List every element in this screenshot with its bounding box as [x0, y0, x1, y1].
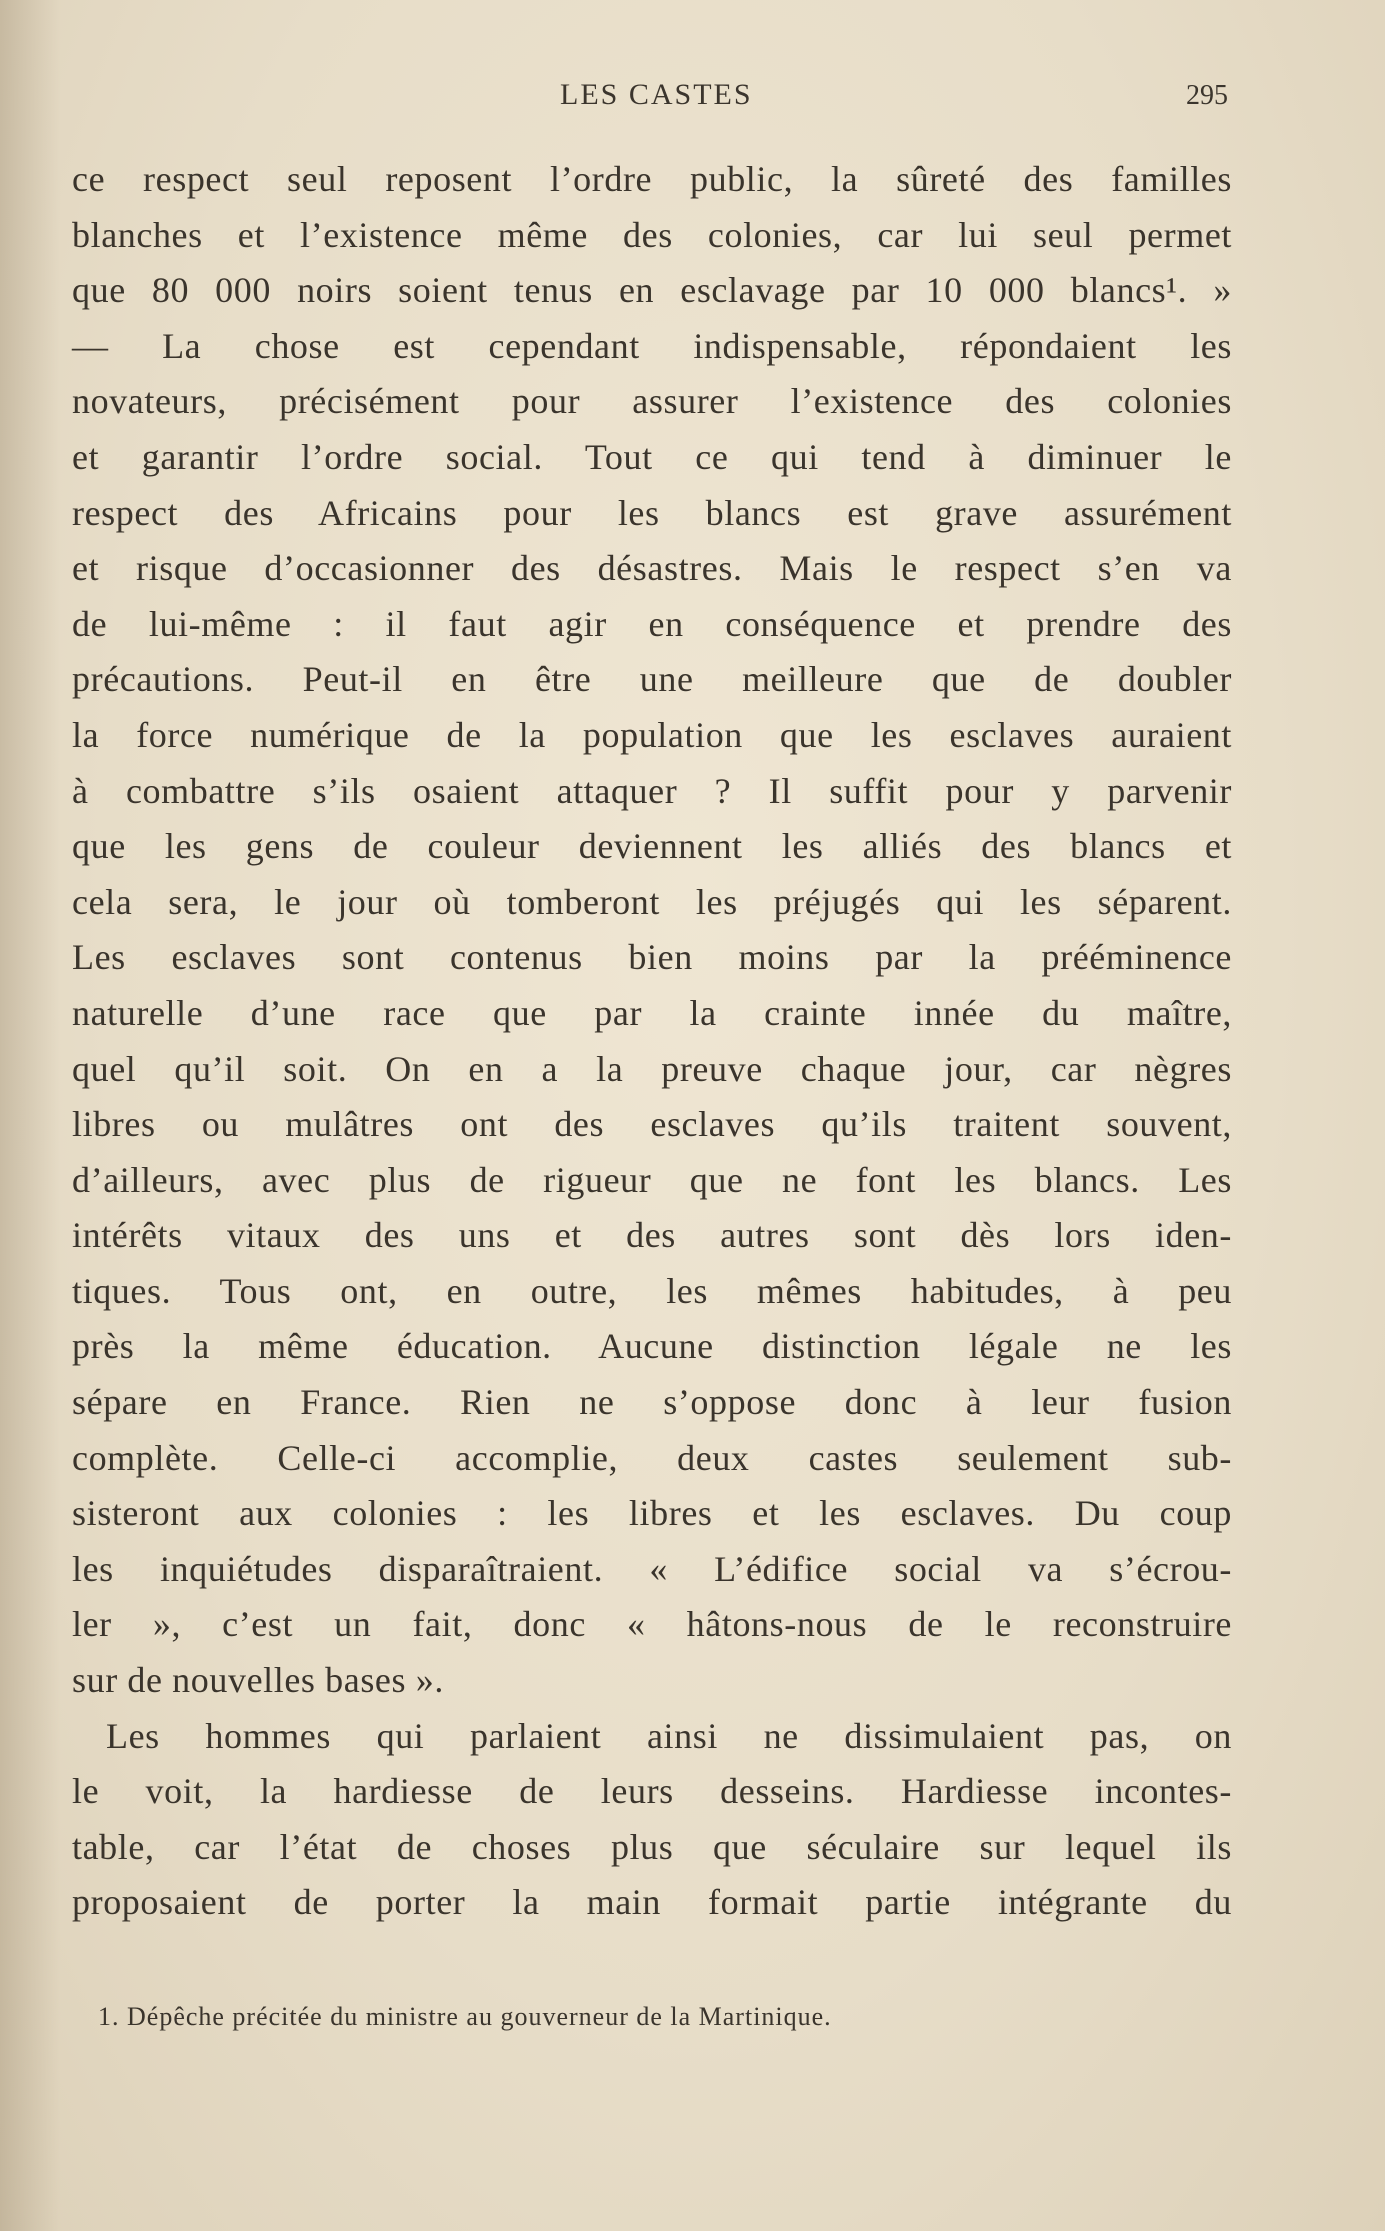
text-line: ler », c’est un fait, donc « hâtons-nous de le reconstruire: [72, 1604, 1232, 1645]
text-line: le voit, la hardiesse de leurs desseins. Hardiesse incontes-: [72, 1771, 1232, 1812]
text-line: près la même éducation. Aucune distinction légale ne les: [72, 1326, 1232, 1367]
text-line: novateurs, précisément pour assurer l’existence des colonies: [72, 381, 1232, 422]
text-line: respect des Africains pour les blancs est grave assurément: [72, 492, 1232, 533]
text-line: sisteront aux colonies : les libres et les esclaves. Du coup: [72, 1493, 1232, 1534]
text-line: que 80 000 noirs soient tenus en esclavage par 10 000 blancs¹. »: [72, 270, 1232, 311]
text-line: proposaient de porter la main formait partie intégrante du: [72, 1882, 1232, 1923]
text-line: sépare en France. Rien ne s’oppose donc à leur fusion: [72, 1382, 1232, 1423]
text-line: cela sera, le jour où tomberont les préjugés qui les séparent.: [72, 881, 1232, 922]
text-line: d’ailleurs, avec plus de rigueur que ne font les blancs. Les: [72, 1159, 1232, 1200]
text-line: que les gens de couleur deviennent les alliés des blancs et: [72, 826, 1232, 867]
chapter-title: LES CASTES: [560, 78, 753, 111]
text-line: tiques. Tous ont, en outre, les mêmes habitudes, à peu: [72, 1270, 1232, 1311]
spine-shadow: [0, 0, 60, 2231]
text-line: libres ou mulâtres ont des esclaves qu’ils traitent souvent,: [72, 1104, 1232, 1145]
text-line: de lui-même : il faut agir en conséquence et prendre des: [72, 603, 1232, 644]
text-line: précautions. Peut-il en être une meilleure que de doubler: [72, 659, 1232, 700]
text-line: à combattre s’ils osaient attaquer ? Il suffit pour y parvenir: [72, 770, 1232, 811]
text-line: — La chose est cependant indispensable, répondaient les: [72, 325, 1232, 366]
text-line: Les esclaves sont contenus bien moins par la prééminence: [72, 937, 1232, 978]
text-line: quel qu’il soit. On en a la preuve chaque jour, car nègres: [72, 1048, 1232, 1089]
text-line: naturelle d’une race que par la crainte innée du maître,: [72, 992, 1232, 1033]
text-line: la force numérique de la population que les esclaves auraient: [72, 714, 1232, 755]
text-line: les inquiétudes disparaîtraient. « L’édifice social va s’écrou-: [72, 1548, 1232, 1589]
text-line: intérêts vitaux des uns et des autres sont dès lors iden-: [72, 1215, 1232, 1256]
text-line: complète. Celle-ci accomplie, deux castes seulement sub-: [72, 1437, 1232, 1478]
text-line: table, car l’état de choses plus que séculaire sur lequel ils: [72, 1826, 1232, 1867]
text-line: ce respect seul reposent l’ordre public, la sûreté des familles: [72, 159, 1232, 199]
text-line: Les hommes qui parlaient ainsi ne dissimulaient pas, on: [106, 1715, 1232, 1756]
footnote: 1. Dépêche précitée du ministre au gouverneur de la Martinique.: [98, 2002, 832, 2031]
page-number: 295: [1186, 80, 1228, 111]
text-line: et risque d’occasionner des désastres. Mais le respect s’en va: [72, 548, 1232, 589]
text-line: sur de nouvelles bases ».: [72, 1660, 444, 1701]
body-text: [72, 152, 1232, 1931]
text-line: et garantir l’ordre social. Tout ce qui tend à diminuer le: [72, 436, 1232, 477]
text-line: blanches et l’existence même des colonies, car lui seul permet: [72, 214, 1232, 255]
running-head: [0, 78, 1385, 122]
